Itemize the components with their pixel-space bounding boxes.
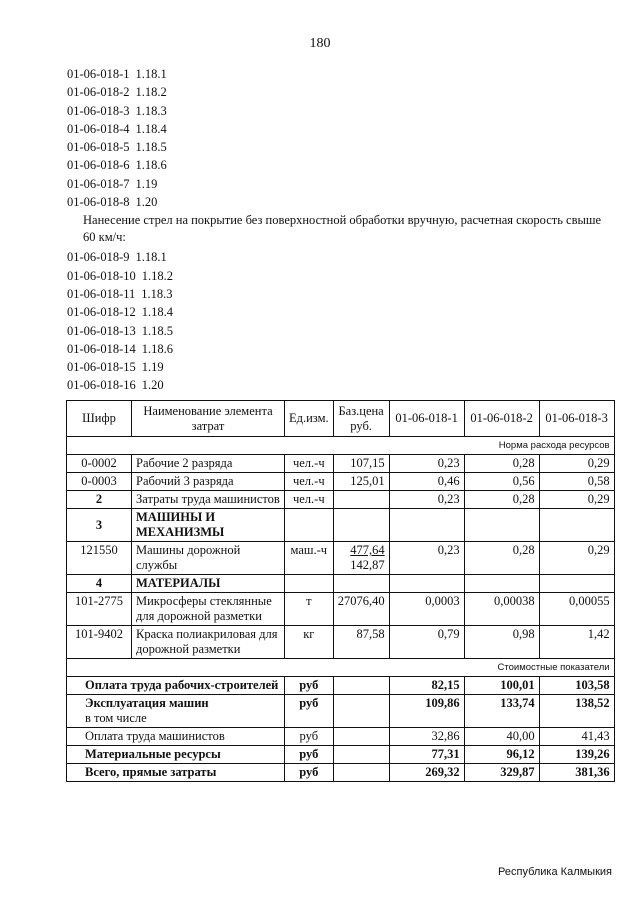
cell-price: 125,01 [333, 473, 389, 491]
cost-name [67, 695, 285, 728]
section-ref: 1.18.6 [135, 158, 167, 173]
cost-value: 77,31 [389, 746, 464, 764]
cost-value: 103,58 [539, 677, 614, 695]
cell-price [333, 491, 389, 509]
cell-code: 0-0003 [67, 473, 132, 491]
section-ref: 1.18.4 [141, 305, 173, 320]
code-list-item [67, 175, 603, 193]
table-row [67, 575, 615, 593]
section-row [67, 437, 615, 455]
code-list-item [67, 65, 603, 83]
section-ref: 1.19 [135, 176, 158, 191]
cell-unit: чел.-ч [285, 473, 334, 491]
header-name: Наименование элемента затрат [132, 401, 285, 437]
code: 01-06-018-12 [67, 305, 136, 320]
cost-name: Оплата труда машинистов [67, 728, 285, 746]
cell-value [539, 509, 614, 542]
code: 01-06-018-6 [67, 158, 130, 173]
code: 01-06-018-10 [67, 268, 136, 283]
table-row [67, 455, 615, 473]
section-ref: 1.18.6 [141, 341, 173, 356]
cell-value: 0,29 [539, 542, 614, 575]
code-list-item [67, 248, 603, 266]
cell-name: Рабочий 3 разряда [132, 473, 285, 491]
cost-value: 100,01 [464, 677, 539, 695]
cost-name: Оплата труда рабочих-строителей [67, 677, 285, 695]
cell-value: 0,23 [389, 455, 464, 473]
code: 01-06-018-11 [67, 286, 136, 301]
cost-value: 109,86 [389, 695, 464, 728]
cost-value: 96,12 [464, 746, 539, 764]
code: 01-06-018-9 [67, 250, 130, 265]
code-list-item [67, 358, 603, 376]
header-unit: Ед.изм. [285, 401, 334, 437]
cost-subnote: в том числе [85, 711, 147, 725]
section-ref: 1.20 [135, 195, 158, 210]
cell-price [333, 509, 389, 542]
table-row [67, 542, 615, 575]
section-ref: 1.18.5 [135, 140, 167, 155]
cell-value [389, 509, 464, 542]
cell-value: 0,56 [464, 473, 539, 491]
code-list-item [67, 285, 603, 303]
cost-value: 139,26 [539, 746, 614, 764]
cell-name: Машины дорожной службы [132, 542, 285, 575]
cell-value: 0,79 [389, 626, 464, 659]
header-price: Баз.цена руб. [333, 401, 389, 437]
section-ref: 1.18.3 [141, 286, 173, 301]
cost-name: Всего, прямые затраты [67, 764, 285, 782]
cost-value: 138,52 [539, 695, 614, 728]
cell-value: 0,0003 [389, 593, 464, 626]
code: 01-06-018-15 [67, 360, 136, 375]
cell-unit: т [285, 593, 334, 626]
code-list-item [67, 376, 603, 394]
header-col-3: 01-06-018-3 [539, 401, 614, 437]
code: 01-06-018-4 [67, 121, 130, 136]
cell-unit: кг [285, 626, 334, 659]
cell-value [464, 575, 539, 593]
table-row [67, 509, 615, 542]
section-ref: 1.20 [141, 378, 164, 393]
cost-name-text: Эксплуатация машин [85, 696, 209, 710]
cost-unit: руб [285, 728, 334, 746]
page-number: 180 [309, 36, 331, 51]
cell-code: 3 [67, 509, 132, 542]
code-list-item [67, 340, 603, 358]
cost-value: 269,32 [389, 764, 464, 782]
cell-price [333, 728, 389, 746]
cell-price [333, 764, 389, 782]
code-list-item [67, 138, 603, 156]
cell-unit: маш.-ч [285, 542, 334, 575]
code-list-item [67, 83, 603, 101]
cost-row [67, 746, 615, 764]
cost-unit: руб [285, 677, 334, 695]
resource-table [66, 400, 615, 782]
section-ref: 1.18.1 [135, 250, 167, 265]
cell-unit [285, 575, 334, 593]
cell-price: 87,58 [333, 626, 389, 659]
cell-price [333, 746, 389, 764]
code: 01-06-018-14 [67, 341, 136, 356]
price-current: 477,64 [350, 543, 385, 557]
cell-name: Микросферы стеклянные для дорожной разметки [132, 593, 285, 626]
cell-unit: чел.-ч [285, 455, 334, 473]
code: 01-06-018-8 [67, 195, 130, 210]
cost-row [67, 764, 615, 782]
cost-value: 329,87 [464, 764, 539, 782]
cell-code: 0-0002 [67, 455, 132, 473]
cost-row [67, 677, 615, 695]
cell-value: 0,98 [464, 626, 539, 659]
cell-value: 0,23 [389, 491, 464, 509]
cost-row [67, 695, 615, 728]
cost-unit: руб [285, 764, 334, 782]
table-row [67, 626, 615, 659]
cell-group-name: МАШИНЫ И МЕХАНИЗМЫ [132, 509, 285, 542]
cell-unit [285, 509, 334, 542]
cell-value: 0,29 [539, 455, 614, 473]
cell-price [333, 677, 389, 695]
code: 01-06-018-3 [67, 103, 130, 118]
cell-price: 107,15 [333, 455, 389, 473]
section-norms-label: Норма расхода ресурсов [67, 437, 615, 455]
cost-value: 32,86 [389, 728, 464, 746]
cell-code: 4 [67, 575, 132, 593]
cell-value: 0,29 [539, 491, 614, 509]
cell-code: 101-9402 [67, 626, 132, 659]
cell-value: 0,46 [389, 473, 464, 491]
price-base: 142,87 [350, 558, 385, 572]
cost-row [67, 728, 615, 746]
section-ref: 1.18.2 [135, 85, 167, 100]
code-list-item [67, 303, 603, 321]
cell-value: 0,00055 [539, 593, 614, 626]
section-ref: 1.18.2 [141, 268, 173, 283]
code: 01-06-018-16 [67, 378, 136, 393]
section-ref: 1.18.4 [135, 121, 167, 136]
cost-value: 133,74 [464, 695, 539, 728]
code: 01-06-018-5 [67, 140, 130, 155]
code: 01-06-018-13 [67, 323, 136, 338]
code-list-item [67, 267, 603, 285]
cell-name: Краска полиакриловая для дорожной разметки [132, 626, 285, 659]
cost-value: 40,00 [464, 728, 539, 746]
cell-value: 1,42 [539, 626, 614, 659]
code-list-item [67, 120, 603, 138]
cell-price [333, 575, 389, 593]
cell-price [333, 695, 389, 728]
cell-code: 121550 [67, 542, 132, 575]
header-col-2: 01-06-018-2 [464, 401, 539, 437]
code-list-item [67, 102, 603, 120]
cost-unit: руб [285, 746, 334, 764]
section-ref: 1.18.3 [135, 103, 167, 118]
header-code: Шифр [67, 401, 132, 437]
cost-value: 381,36 [539, 764, 614, 782]
code: 01-06-018-7 [67, 176, 130, 191]
code-list-item [67, 156, 603, 174]
section-row [67, 659, 615, 677]
code: 01-06-018-1 [67, 67, 130, 81]
cell-value: 0,58 [539, 473, 614, 491]
code-list [67, 65, 603, 395]
cost-value: 41,43 [539, 728, 614, 746]
code-list-item [67, 193, 603, 211]
work-description: Нанесение стрел на покрытие без поверхностной обработки вручную, расчетная скорость свыше 60 км/ч: [83, 213, 602, 245]
cost-name: Материальные ресурсы [67, 746, 285, 764]
cost-unit: руб [285, 695, 334, 728]
table-row [67, 491, 615, 509]
cell-value: 0,00038 [464, 593, 539, 626]
cell-group-name: МАТЕРИАЛЫ [132, 575, 285, 593]
section-costs-label: Стоимостные показатели [67, 659, 615, 677]
cell-value [389, 575, 464, 593]
cell-unit: чел.-ч [285, 491, 334, 509]
cell-price [333, 542, 389, 575]
cell-name: Рабочие 2 разряда [132, 455, 285, 473]
table-header [67, 401, 615, 437]
cell-value [539, 575, 614, 593]
cell-value: 0,28 [464, 455, 539, 473]
code: 01-06-018-2 [67, 85, 130, 100]
section-ref: 1.18.1 [135, 67, 167, 81]
cell-value: 0,28 [464, 491, 539, 509]
code-list-item [67, 322, 603, 340]
footer-region: Республика Калмыкия [498, 866, 612, 878]
table-row [67, 593, 615, 626]
cell-value: 0,28 [464, 542, 539, 575]
cell-code: 101-2775 [67, 593, 132, 626]
section-ref: 1.18.5 [141, 323, 173, 338]
table-row [67, 473, 615, 491]
cell-price: 27076,40 [333, 593, 389, 626]
cell-code: 2 [67, 491, 132, 509]
cell-value [464, 509, 539, 542]
cost-value: 82,15 [389, 677, 464, 695]
section-ref: 1.19 [141, 360, 164, 375]
cell-name: Затраты труда машинистов [132, 491, 285, 509]
header-col-1: 01-06-018-1 [389, 401, 464, 437]
cell-value: 0,23 [389, 542, 464, 575]
